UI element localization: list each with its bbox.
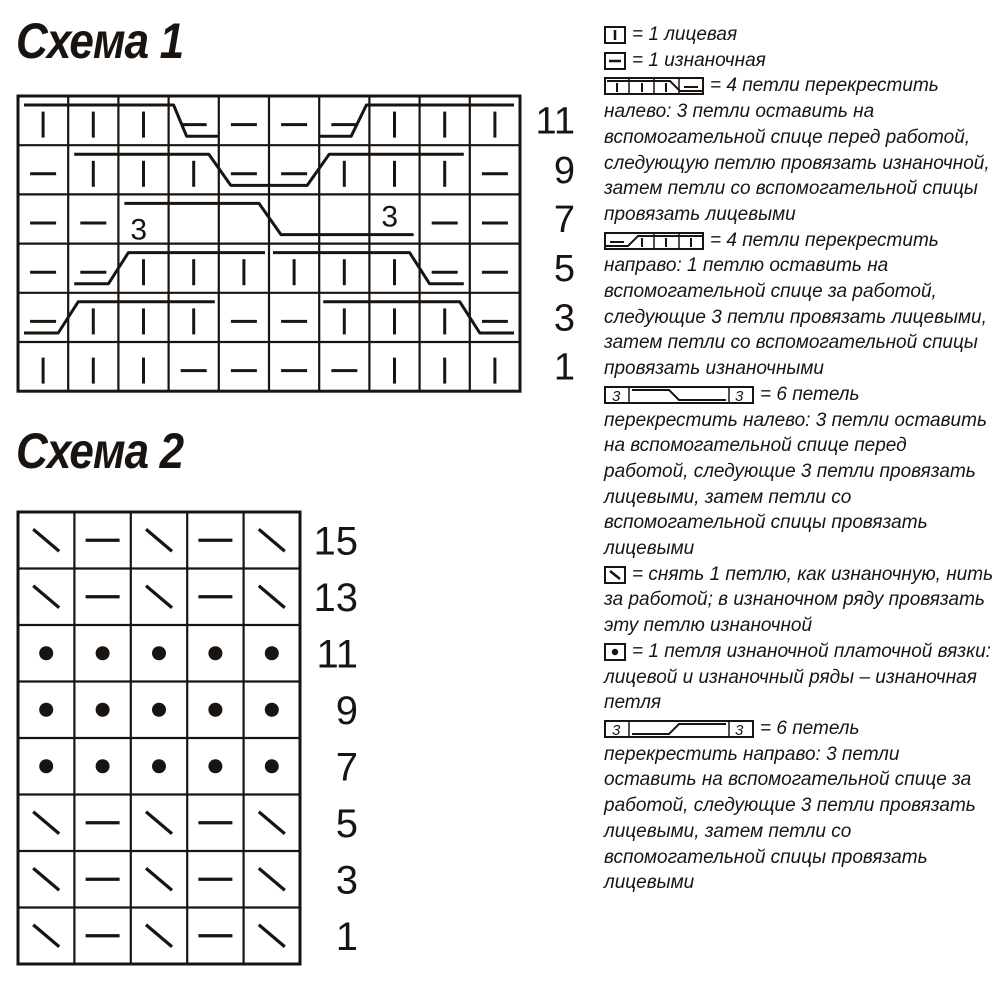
legend-item-garter bbox=[604, 639, 994, 716]
slip-stitch bbox=[259, 812, 285, 834]
cable-count-label: 3 bbox=[381, 200, 399, 234]
cable-count-label: 3 bbox=[130, 213, 148, 247]
legend-item-knit bbox=[604, 22, 994, 48]
slip-stitch bbox=[33, 868, 59, 890]
cross-left-6-icon bbox=[604, 386, 754, 404]
garter-icon bbox=[604, 643, 626, 661]
svg-text:3: 3 bbox=[612, 387, 621, 404]
garter-stitch bbox=[152, 703, 166, 717]
garter-stitch bbox=[265, 646, 279, 660]
legend-text: = 6 петель перекрестить налево: 3 петли оставить на вспомогательной спице перед работой, следующие 3 петли провязать лицевыми, затем петли со вспомогательной спицы провязать лицевыми bbox=[604, 383, 987, 560]
legend-text: = 1 изнаночная bbox=[632, 49, 766, 71]
row-number: 9 bbox=[335, 688, 358, 733]
svg-text:3: 3 bbox=[735, 387, 744, 404]
legend-text: = 1 петля изнаночной платочной вязки: лицевой и изнаночный ряды – изнаночная петля bbox=[604, 640, 991, 714]
slip-stitch bbox=[33, 586, 59, 608]
slip-stitch bbox=[146, 529, 172, 551]
row-number: 13 bbox=[313, 575, 358, 620]
scheme-1-title: Схема 1 bbox=[16, 13, 184, 69]
legend-item-cross-right-6 bbox=[604, 716, 994, 896]
legend-item-purl bbox=[604, 48, 994, 74]
garter-stitch bbox=[39, 759, 53, 773]
row-number: 5 bbox=[553, 248, 575, 291]
slip-stitch bbox=[259, 925, 285, 947]
garter-stitch bbox=[152, 646, 166, 660]
row-number: 7 bbox=[335, 745, 358, 790]
garter-stitch bbox=[96, 759, 110, 773]
slip-stitch bbox=[33, 812, 59, 834]
row-number: 11 bbox=[316, 632, 358, 677]
slip-stitch bbox=[146, 812, 172, 834]
row-number: 7 bbox=[553, 199, 575, 241]
legend-text: = 4 петли перекрестить направо: 1 петлю оставить на вспомогательной спице за работой, следующие 3 петли провязать лицевыми, затем петли со вспомогательной спицы провязать изнаночными bbox=[604, 229, 987, 380]
svg-text:3: 3 bbox=[612, 721, 621, 738]
garter-stitch bbox=[96, 703, 110, 717]
garter-stitch bbox=[152, 759, 166, 773]
garter-stitch bbox=[208, 703, 222, 717]
legend-item-cross-left-6 bbox=[604, 382, 994, 562]
row-number: 3 bbox=[335, 858, 358, 903]
slip-stitch bbox=[33, 925, 59, 947]
cross-right-6-icon bbox=[604, 720, 754, 738]
slip-stitch bbox=[146, 586, 172, 608]
garter-stitch bbox=[265, 703, 279, 717]
legend-item-cross-left-4 bbox=[604, 73, 994, 227]
scheme-2-title: Схема 2 bbox=[16, 423, 184, 479]
svg-text:3: 3 bbox=[735, 721, 744, 738]
garter-stitch bbox=[39, 646, 53, 660]
legend-item-cross-right-4 bbox=[604, 228, 994, 382]
slip-stitch bbox=[259, 529, 285, 551]
row-number: 9 bbox=[553, 149, 575, 192]
garter-stitch bbox=[208, 759, 222, 773]
row-number: 1 bbox=[335, 914, 358, 959]
garter-stitch bbox=[208, 646, 222, 660]
legend-text: = 4 петли перекрестить налево: 3 петли оставить на вспомогательной спице перед работой, следующую петлю провязать изнаночной, затем петли со вспомогательной спицы провязать лицевыми bbox=[604, 75, 990, 225]
row-number: 11 bbox=[535, 100, 575, 143]
legend-text: = 1 лицевая bbox=[632, 24, 738, 45]
legend-text: = снять 1 петлю, как изнаночную, нить за работой; в изнаночном ряду провязать эту петлю изнаночной bbox=[604, 563, 994, 637]
slip-icon bbox=[604, 566, 626, 584]
row-number: 1 bbox=[553, 346, 575, 389]
garter-stitch bbox=[39, 703, 53, 717]
knit-icon bbox=[604, 26, 626, 44]
cross-right-4-icon bbox=[604, 232, 704, 250]
garter-stitch bbox=[96, 646, 110, 660]
legend-item-slip bbox=[604, 562, 994, 639]
cross-left-4-icon bbox=[604, 77, 704, 95]
row-number: 5 bbox=[335, 801, 358, 846]
slip-stitch bbox=[259, 868, 285, 890]
row-number: 15 bbox=[313, 519, 358, 564]
garter-stitch bbox=[265, 759, 279, 773]
row-number: 3 bbox=[553, 297, 575, 340]
slip-stitch bbox=[33, 529, 59, 551]
legend-text: = 6 петель перекрестить направо: 3 петли оставить на вспомогательной спице за работой, следующие 3 петли провязать лицевыми, затем петли со вспомогательной спицы провязать лицевыми bbox=[604, 717, 976, 894]
slip-stitch bbox=[259, 586, 285, 608]
slip-stitch bbox=[146, 868, 172, 890]
slip-stitch bbox=[146, 925, 172, 947]
purl-icon bbox=[604, 52, 626, 70]
legend bbox=[604, 22, 994, 896]
